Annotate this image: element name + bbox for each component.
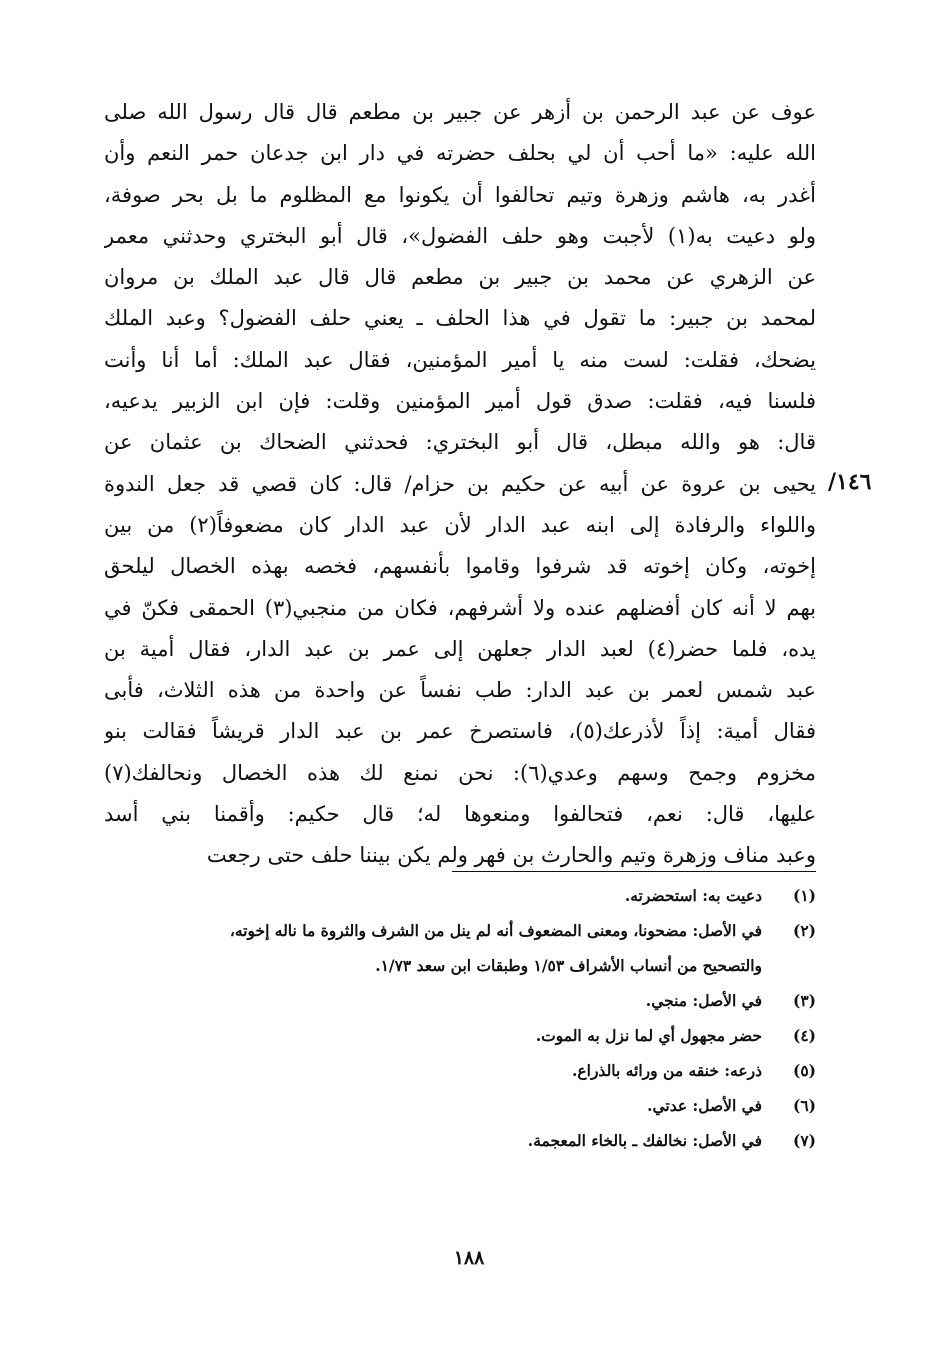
text-line: مخزوم وجمح وسهم وعدي(٦): نحن نمنع لك هذه الخصال ونحالفك(٧) [104, 760, 816, 785]
footnote-number: (٧) [792, 1131, 816, 1150]
footnote-item [104, 1088, 816, 1123]
footnote-number: (٦) [792, 1096, 816, 1115]
text-line: فلسنا فيه، فقلت: صدق قول أمير المؤمنين وقلت: فإن ابن الزبير يدعيه، [104, 389, 816, 414]
text-line: ولو دعيت به(١) لأجبت وهو حلف الفضول»، قال أبو البختري وحدثني معمر [104, 223, 816, 248]
text-line: يحيى بن عروة عن أبيه عن حكيم بن حزام/ قال: كان قصي قد جعل الندوة [104, 471, 816, 496]
footnotes [104, 878, 816, 1158]
text-line: إخوته، وكان إخوته قد شرفوا وقاموا بأنفسهم، فخصه بهذه الخصال ليلحق [104, 554, 816, 579]
text-line: عن الزهري عن محمد بن جبير بن مطعم قال قال عبد الملك بن مروان [104, 265, 816, 290]
footnote-item [104, 1018, 816, 1053]
text-line: لمحمد بن جبير: ما تقول في هذا الحلف ـ يعني حلف الفضول؟ وعبد الملك [104, 306, 816, 331]
page-number: ١٨٨ [453, 1247, 485, 1269]
footnote-text-line: في الأصل: مضحونا، ومعنى المضعوف أنه لم ينل من الشرف والثروة ما ناله إخوته، [229, 921, 762, 940]
text-line: عبد شمس لعمر بن عبد الدار: طب نفساً عن واحدة من هذه الثلاث، فأبى [104, 678, 816, 703]
footnote-number: (٥) [792, 1061, 816, 1080]
footnote-separator [452, 871, 816, 872]
footnote-number: (٢) [792, 921, 816, 940]
footnote-text [104, 913, 762, 983]
footnote-text-line: والتصحيح من أنساب الأشراف ١/٥٣ وطبقات ابن سعد ١/٧٣. [375, 956, 762, 975]
footnote-text: في الأصل: نخالفك ـ بالخاء المعجمة. [527, 1131, 762, 1150]
footnote-item [104, 1053, 816, 1088]
footnote-text: في الأصل: منجي. [645, 991, 762, 1010]
footnote-text: في الأصل: عدتي. [647, 1096, 762, 1115]
text-line: فقال أمية: إذاً لأذرعك(٥)، فاستصرخ عمر بن عبد الدار قريشاً فقالت بنو [104, 719, 816, 744]
footnote-number: (٣) [792, 991, 816, 1010]
footnote-number: (٤) [792, 1026, 816, 1045]
text-line: وعبد مناف وزهرة وتيم والحارث بن فهر ولم يكن بيننا حلف حتى رجعت [206, 843, 816, 868]
text-line: الله عليه: «ما أحب أن لي بحلف حضرته في دار ابن جدعان حمر النعم وأن [104, 141, 816, 166]
footnote-item [104, 913, 816, 983]
footnote-item [104, 1123, 816, 1158]
text-line: عوف عن عبد الرحمن بن أزهر عن جبير بن مطعم قال قال رسول الله صلى [104, 100, 816, 124]
footnote-number: (١) [792, 886, 816, 905]
footnote-text: حضر مجهول أي لما نزل به الموت. [535, 1026, 762, 1045]
footnote-text: ذرعه: خنقه من ورائه بالذراع. [572, 1061, 762, 1080]
text-line: أغدر به، هاشم وزهرة وتيم تحالفوا أن يكونوا مع المظلوم ما بل بحر صوفة، [104, 182, 816, 207]
text-line: يده، فلما حضر(٤) لعبد الدار جعلهن إلى عمر بن عبد الدار، فقال أمية بن [104, 636, 816, 661]
footnote-text: دعيت به: استحضرته. [624, 886, 762, 905]
text-line: بهم لا أنه كان أفضلهم عنده ولا أشرفهم، فكان من منجبي(٣) الحمقى فكنّ في [104, 595, 816, 620]
text-line: قال: هو والله مبطل، قال أبو البختري: فحدثني الضحاك بن عثمان عن [104, 430, 816, 455]
text-line: عليها، قال: نعم، فتحالفوا ومنعوها له؛ قال حكيم: وأقمنا بني أسد [104, 802, 816, 827]
footnote-item [104, 878, 816, 913]
footnote-item [104, 983, 816, 1018]
text-line: واللواء والرفادة إلى ابنه عبد الدار لأن عبد الدار كان مضعوفاً(٢) من بين [104, 512, 816, 537]
main-text [104, 92, 816, 877]
text-line: يضحك، فقلت: لست منه يا أمير المؤمنين، فقال عبد الملك: أما أنا وأنت [104, 347, 816, 372]
margin-page-reference: ١٤٦/ [828, 469, 872, 495]
